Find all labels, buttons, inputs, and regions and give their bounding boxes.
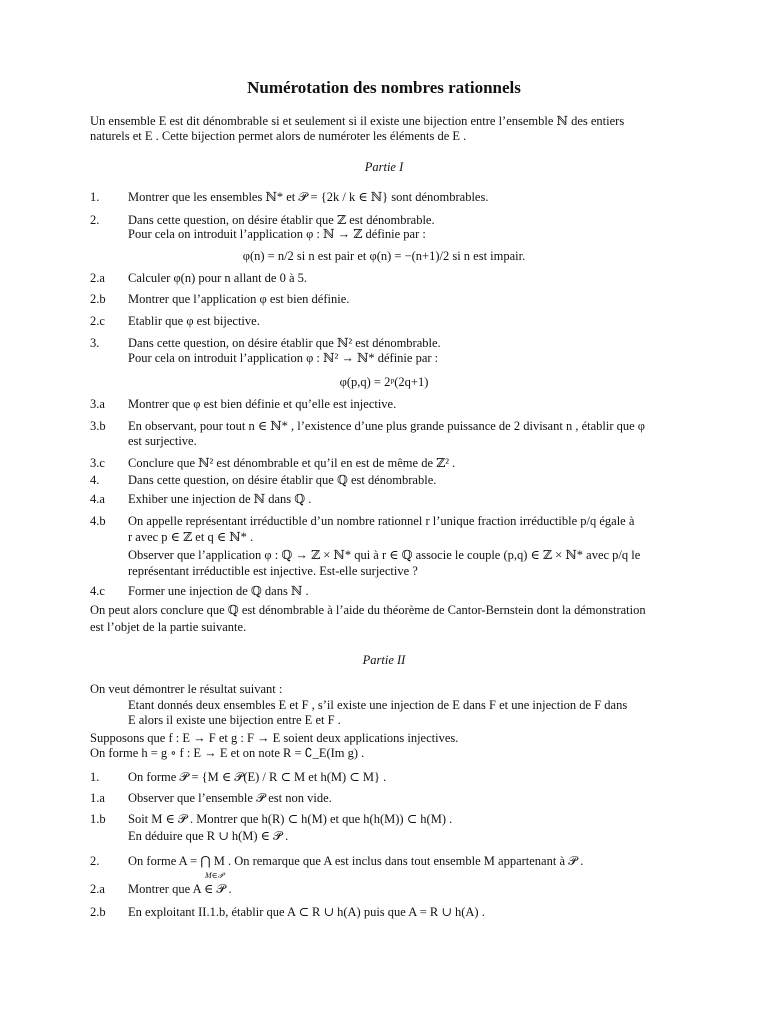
item-text: Former une injection de ℚ dans ℕ . — [128, 584, 309, 598]
theorem-line-2: E alors il existe une bijection entre E et F . — [128, 713, 341, 727]
item-number: 4.a — [90, 492, 105, 506]
item-text: En déduire que R ∪ h(M) ∈ 𝒫 . — [128, 829, 289, 843]
item-number: 2.b — [90, 292, 106, 306]
phi-definition: φ(n) = n/2 si n est pair et φ(n) = −(n+1)/2 si n est impair. — [242, 249, 526, 263]
item-text: Pour cela on introduit l’application φ : ℕ → ℤ définie par : — [128, 227, 426, 241]
item-number: 2. — [90, 854, 100, 868]
item-text: Dans cette question, on désire établir que ℕ² est dénombrable. — [128, 336, 441, 350]
item-text: Soit M ∈ 𝒫 . Montrer que h(R) ⊂ h(M) et que h(h(M)) ⊂ h(M) . — [128, 812, 453, 826]
item-number: 4.c — [90, 584, 105, 598]
item-text: On forme A = ⋂ M . On remarque que A est inclus dans tout ensemble M appartenant à 𝒫 . — [128, 854, 584, 868]
intersection-subscript: M∈𝒫 — [205, 871, 224, 880]
item-number: 2.b — [90, 905, 106, 919]
item-text: On appelle représentant irréductible d’un nombre rationnel r l’unique fraction irréductible p/q égale à — [128, 514, 635, 528]
item-text: Montrer que φ est bien définie et qu’elle est injective. — [128, 397, 397, 411]
item-text: Etablir que φ est bijective. — [128, 314, 260, 328]
item-text: Dans cette question, on désire établir que ℤ est dénombrable. — [128, 213, 435, 227]
phi-definition: φ(p,q) = 2ᵖ(2q+1) — [339, 375, 429, 389]
item-text: Montrer que les ensembles ℕ* et 𝒫 = {2k / k ∈ ℕ} sont dénombrables. — [128, 190, 489, 204]
conclusion-line-1: On peut alors conclure que ℚ est dénombrable à l’aide du théorème de Cantor-Bernstein dont la démonstration — [90, 603, 646, 617]
item-number: 1.a — [90, 791, 105, 805]
item-text: Calculer φ(n) pour n allant de 0 à 5. — [128, 271, 308, 285]
part2-intro: On veut démontrer le résultat suivant : — [90, 682, 283, 696]
item-text: représentant irréductible est injective. Est-elle surjective ? — [128, 564, 418, 578]
item-number: 1. — [90, 190, 100, 204]
intro-line-2: naturels et E . Cette bijection permet alors de numéroter les éléments de E . — [90, 129, 467, 143]
item-number: 2.a — [90, 882, 105, 896]
item-number: 4. — [90, 473, 100, 487]
item-text: Montrer que A ∈ 𝒫 . — [128, 882, 232, 896]
item-text: Conclure que ℕ² est dénombrable et qu’il en est de même de ℤ² . — [128, 456, 456, 470]
item-text: est surjective. — [128, 434, 197, 448]
item-number: 1.b — [90, 812, 106, 826]
page-title: Numérotation des nombres rationnels — [247, 78, 521, 97]
item-text: Pour cela on introduit l’application φ : ℕ² → ℕ* définie par : — [128, 351, 439, 365]
item-number: 3.a — [90, 397, 105, 411]
item-text: En observant, pour tout n ∈ ℕ* , l’existence d’une plus grande puissance de 2 divisant n , établir que φ — [128, 419, 646, 433]
setup-line-1: Supposons que f : E → F et g : F → E soient deux applications injectives. — [90, 731, 459, 745]
theorem-line-1: Etant donnés deux ensembles E et F , s’il existe une injection de E dans F et une injection de F dans — [128, 698, 628, 712]
item-number: 1. — [90, 770, 100, 784]
item-text: Exhiber une injection de ℕ dans ℚ . — [128, 492, 312, 506]
item-text: Dans cette question, on désire établir que ℚ est dénombrable. — [128, 473, 437, 487]
item-number: 2.a — [90, 271, 105, 285]
setup-line-2: On forme h = g ∘ f : E → E et on note R = ∁_E(Im g) . — [90, 746, 365, 760]
item-number: 3. — [90, 336, 100, 350]
conclusion-line-2: est l’objet de la partie suivante. — [90, 620, 247, 634]
item-number: 2. — [90, 213, 100, 227]
item-text: En exploitant II.1.b, établir que A ⊂ R ∪ h(A) puis que A = R ∪ h(A) . — [128, 905, 485, 919]
item-text: Montrer que l’application φ est bien définie. — [128, 292, 350, 306]
item-number: 2.c — [90, 314, 105, 328]
part2-heading: Partie II — [362, 653, 406, 667]
item-text: Observer que l’ensemble 𝒫 est non vide. — [128, 791, 332, 805]
item-number: 3.c — [90, 456, 105, 470]
item-text: r avec p ∈ ℤ et q ∈ ℕ* . — [128, 530, 254, 544]
item-text: On forme 𝒫 = {M ∈ 𝒫(E) / R ⊂ M et h(M) ⊂ M} . — [128, 770, 387, 784]
intro-line-1: Un ensemble E est dit dénombrable si et seulement si il existe une bijection entre l’ensemble ℕ des entiers — [90, 114, 625, 128]
item-text: Observer que l’application φ : ℚ → ℤ × ℕ* qui à r ∈ ℚ associe le couple (p,q) ∈ ℤ × ℕ* avec p/q le — [128, 548, 641, 562]
part1-heading: Partie I — [364, 160, 404, 174]
item-number: 4.b — [90, 514, 106, 528]
item-number: 3.b — [90, 419, 106, 433]
